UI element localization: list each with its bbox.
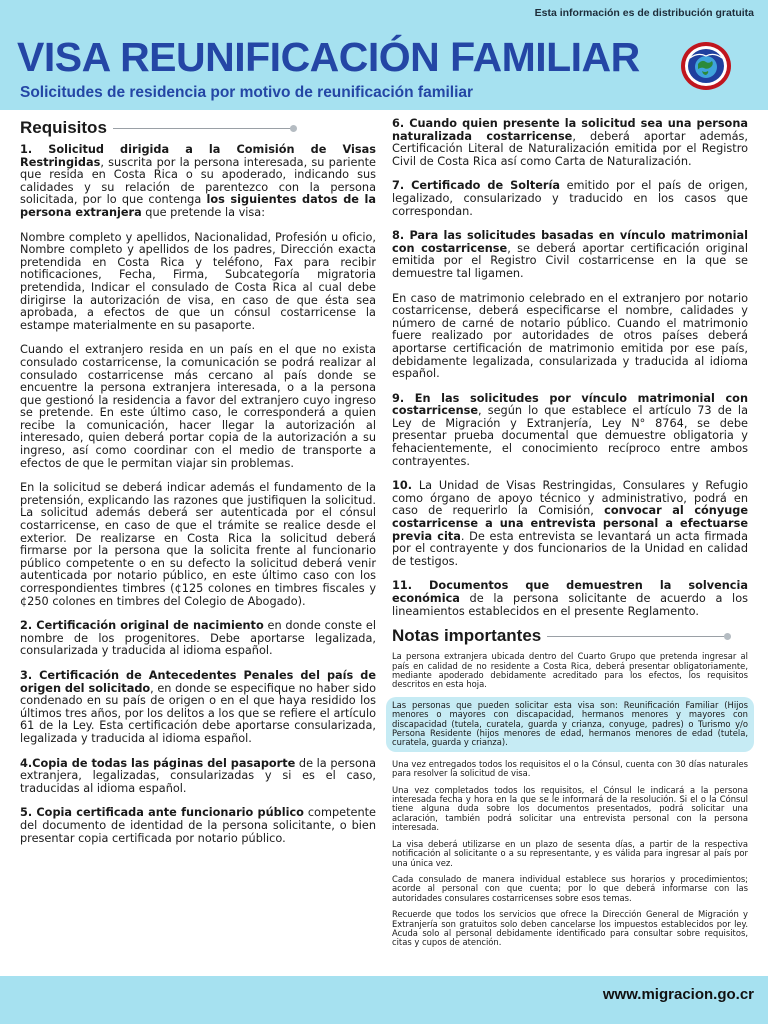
note-item: Recuerde que todos los servicios que ofrece la Dirección General de Migración y Extranjería son gratuitos solo deben cancelarse los impuestos establecidos por ley. Acuda solo al personal debidamente identificado para consultar sobre requisitos, citas y cupos de atención. bbox=[392, 909, 748, 948]
notas-heading bbox=[392, 626, 748, 646]
requirement-item: En la solicitud se deberá indicar además el fundamento de la pretensión, explicando las razones que justifiquen la solicitud. La solicitud además deberá ser autenticada por el cónsul costarricense, en caso de que el trámite se realice desde el exterior. De realizarse en Costa Rica la solicitud deberá firmarse por la persona que la solicita frente al funcionario público competente o en su defecto la solicitud deberá venir autenticada por notario público, en este último caso con los correspondientes timbres (¢125 colones en timbres fiscales y ¢250 colones en timbres del Colegio de Abogado). bbox=[20, 481, 376, 608]
note-item: Una vez completados todos los requisitos, el Cónsul le indicará a la persona interesada fecha y hora en la que se le informará de la resolución. Si el o la Cónsul tiene alguna duda sobre los documentos presentados, podrá solicitar una aclaración, también podrá solicitar una entrevista personal con la persona interesada. bbox=[392, 784, 748, 833]
requisitos-title: Requisitos bbox=[20, 118, 107, 137]
requirement-item: 8. Para las solicitudes basadas en vínculo matrimonial con costarricense, se deberá aportar certificación original emitida por el Registro Civil costarricense en la que se demuestre tal ligamen. bbox=[392, 229, 748, 280]
requirement-item: Nombre completo y apellidos, Nacionalidad, Profesión u oficio, Nombre completo y apellidos de los padres, Dirección exacta pretendida en Costa Rica y teléfono, Fax para recibir notificaciones, Fecha, Firma, Subcategoría migratoria pretendida, Indicar el consulado de Costa Rica al cual debe dirigirse la autorización de visa, en caso de que ésta sea aprobada, a efectos de que un cónsul costarricense la estampe materialmente en su pasaporte. bbox=[20, 230, 376, 332]
requirement-item: En caso de matrimonio celebrado en el extranjero por notario costarricense, deberá especificarse el nombre, calidades y número de carné de notario público. Cuando el matrimonio fuere realizado por autoridades de otros países deberá aportarse certificación de matrimonio emitida por ese país, debidamente legalizada, consularizada y traducida al idioma español. bbox=[392, 291, 748, 381]
eligibility-highlight-box bbox=[386, 697, 754, 752]
requirement-item: 11. Documentos que demuestren la solvencia económica de la persona solicitante de acuerdo a los lineamientos establecidos en el presente Reglamento. bbox=[392, 579, 748, 618]
note-item: Cada consulado de manera individual establece sus horarios y procedimientos; acorde al personal con que cuenta; por lo que deberá informarse con las autoridades consulares costarricenses sobre esos temas. bbox=[392, 873, 748, 903]
page-title: VISA REUNIFICACIÓN FAMILIAR bbox=[17, 34, 640, 80]
requirement-item: 6. Cuando quien presente la solicitud sea una persona naturalizada costarricense, deberá aportar además, Certificación Literal de Naturalización emitida por el Registro Civil de Costa Rica así como Carta de Naturalización. bbox=[392, 117, 748, 168]
requisitos-heading bbox=[20, 118, 376, 138]
heading-divider bbox=[113, 128, 293, 129]
footer-band bbox=[0, 976, 768, 1024]
requisitos-list bbox=[20, 144, 376, 845]
note-item: Las personas que pueden solicitar esta visa son: Reunificación Familiar (Hijos menores o mayores con discapacidad, hermanos menores y mayores con discapacidad (tutela, curatela, guarda y crianza, conyuge, padres) o Turismo y/o Persona Residente (hijos menores de edad, hermanos menores de edad (tutela, curatela, guarda y crianza). bbox=[392, 699, 748, 748]
requirement-item: 5. Copia certificada ante funcionario público competente del documento de identidad de la persona solicitante, o bien presentar copia certificada por notario público. bbox=[20, 806, 377, 845]
notas-section bbox=[392, 626, 748, 948]
requirement-item: 2. Certificación original de nacimiento en donde conste el nombre de los progenitores. Debe aportarse legalizada, consularizada y traducida al idioma español. bbox=[20, 619, 376, 658]
notas-title: Notas importantes bbox=[392, 626, 542, 646]
requirement-item: 9. En las solicitudes por vínculo matrimonial con costarricense, según lo que establece el artículo 73 de la Ley de Migración y Extranjería, Ley N° 8764, se debe presentar prueba documental que demuestre obligatoria y fehacientemente, el conocimiento recíproco entre ambos contrayentes. bbox=[392, 391, 748, 468]
right-column bbox=[392, 118, 748, 955]
requirement-item: 10. La Unidad de Visas Restringidas, Consulares y Refugio como órgano de apoyo técnico y administrativo, podrá en caso de requerirlo la Comisión, convocar al cónyuge costarricense a una entrevista personal a efectuarse previa cita. De esta entrevista se levantará un acta firmada por el contrayente y dos funcionarios de la Unidad en calidad de testigos. bbox=[392, 479, 748, 568]
requirement-item: 7. Certificado de Soltería emitido por el país de origen, legalizado, consularizado y traducido en los casos que correspondan. bbox=[392, 179, 748, 218]
requirement-item: 3. Certificación de Antecedentes Penales del país de origen del solicitado, en donde se especifique no haber sido condenado en su país de origen o en el que haya residido los últimos tres años, por los delitos a los que se refiere el artículo 61 de la Ley. Esta certificación debe aportarse consularizada, legalizada y traducida al idioma español. bbox=[20, 668, 376, 745]
website-link[interactable]: www.migracion.go.cr bbox=[602, 986, 754, 1003]
page-subtitle: Solicitudes de residencia por motivo de reunificación familiar bbox=[20, 84, 474, 101]
heading-divider bbox=[547, 636, 727, 637]
requirement-item: 1. Solicitud dirigida a la Comisión de Visas Restringidas, suscrita por la persona interesada, su pariente que resida en Costa Rica o su apoderado, indicando sus calidades y su relación de parentezco con la persona solicitada, por lo que contenga los siguientes datos de la persona extranjera que pretende la visa: bbox=[20, 143, 376, 219]
requisitos-list-continued bbox=[392, 118, 748, 618]
header-band bbox=[0, 0, 768, 110]
left-column bbox=[20, 118, 376, 857]
note-item: La persona extranjera ubicada dentro del Cuarto Grupo que pretenda ingresar al país en calidad de no residente a Costa Rica, deberá presentar obligatoriamente, mediante apoderado debidamente acreditado para los efectos, los requisitos descritos en esta hoja. bbox=[392, 651, 748, 690]
distribution-note: Esta información es de distribución gratuita bbox=[534, 7, 754, 19]
requirement-item: 4.Copia de todas las páginas del pasaporte de la persona extranjera, legalizadas, consularizadas y si es el caso, traducidas al idioma español. bbox=[20, 756, 376, 795]
note-item: La visa deberá utilizarse en un plazo de sesenta días, a partir de la respectiva notificación al solicitante o a su representante, y es válida para ingresar al país por una única vez. bbox=[392, 838, 748, 868]
note-item: Una vez entregados todos los requisitos el o la Cónsul, cuenta con 30 días naturales para resolver la solicitud de visa. bbox=[392, 758, 748, 779]
migration-seal-icon bbox=[680, 40, 732, 92]
requirement-item: Cuando el extranjero resida en un país en el que no exista consulado costarricense, la comunicación se podrá realizar al consulado costarricense más cercano al país donde se encuentre la persona extranjera interesada, o a la persona que gestionó la residencia a favor del extranjero cuyo ingreso se pretende. En este último caso, le corresponderá a quien recibe la comunicación, hacer llegar la autorización al interesado, quien deberá portar copia de la autorización a su ingreso, así como coordinar con el medio de transporte a efectos de que le permitan viajar sin problemas. bbox=[20, 343, 376, 470]
